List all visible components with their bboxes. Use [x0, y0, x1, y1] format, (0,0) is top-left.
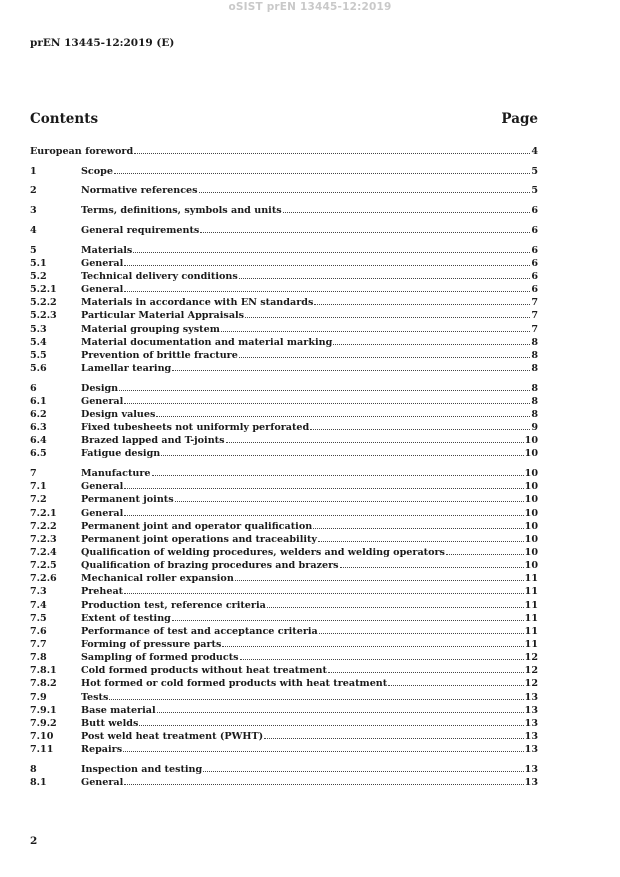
toc-dot-leader — [200, 223, 530, 233]
toc-entry-number: 7.6 — [30, 625, 47, 637]
toc-dot-leader — [446, 545, 524, 555]
toc-entry-title: Particular Material Appraisals — [81, 310, 245, 322]
toc-entry[interactable] — [30, 282, 538, 295]
toc-entry[interactable] — [30, 223, 538, 236]
toc-dot-leader — [124, 775, 523, 785]
toc-dot-leader — [114, 164, 530, 174]
toc-entry-title: Lamellar tearing — [81, 362, 172, 374]
toc-entry-title: Fatigue design — [81, 448, 161, 460]
toc-entry-page: 8 — [531, 382, 538, 394]
toc-entry-title: Fixed tubesheets not uniformly perforated — [81, 422, 310, 434]
toc-entry-page: 12 — [524, 652, 538, 664]
toc-dot-leader — [124, 256, 530, 266]
toc-entry-page: 7 — [531, 323, 538, 335]
toc-dot-leader — [333, 335, 530, 345]
toc-dot-leader — [134, 144, 530, 154]
toc-entry-title: Materials in accordance with EN standards — [81, 297, 314, 309]
toc-entry-title: Preheat — [81, 586, 124, 598]
toc-entry-number: 7.2.4 — [30, 546, 57, 558]
toc-entry-number: 8 — [30, 763, 37, 775]
toc-dot-leader — [139, 716, 523, 726]
toc-entry[interactable] — [30, 243, 538, 256]
toc-entry-number: 7.10 — [30, 730, 54, 742]
toc-entry-title: Prevention of brittle fracture — [81, 349, 238, 361]
toc-dot-leader — [172, 611, 524, 621]
toc-entry-number: 5 — [30, 244, 37, 256]
toc-entry[interactable] — [30, 506, 538, 519]
document-id: prEN 13445-12:2019 (E) — [30, 37, 175, 49]
toc-entry-number: 6.3 — [30, 422, 47, 434]
toc-entry-title: Sampling of formed products — [81, 652, 239, 664]
toc-entry-page: 13 — [524, 691, 538, 703]
toc-entry-page: 4 — [531, 146, 538, 157]
toc-dot-leader — [123, 742, 524, 752]
toc-entry[interactable] — [30, 571, 538, 584]
toc-entry-title: Qualification of welding procedures, welders and welding operators — [81, 546, 445, 558]
toc-dot-leader — [199, 183, 531, 193]
toc-dot-leader — [235, 571, 524, 581]
toc-entry-number: 5.2.1 — [30, 284, 57, 296]
toc-entry-page: 10 — [524, 546, 538, 558]
toc-entry-number: 5.5 — [30, 349, 47, 361]
toc-entry-number: 7.2.1 — [30, 507, 57, 519]
toc-entry-page: 12 — [524, 665, 538, 677]
toc-entry[interactable] — [30, 433, 538, 446]
toc-entry-title: Manufacture — [81, 468, 151, 480]
toc-entry-page: 6 — [531, 270, 538, 282]
toc-dot-leader — [175, 492, 524, 502]
contents-heading — [30, 111, 538, 127]
toc-dot-leader — [314, 295, 530, 305]
toc-entry-title: Hot formed or cold formed products with heat treatment — [81, 678, 388, 690]
toc-entry[interactable] — [30, 775, 538, 788]
toc-entry-number: 7.8 — [30, 652, 47, 664]
toc-dot-leader — [240, 650, 524, 660]
toc-entry[interactable] — [30, 144, 538, 157]
toc-entry-title: Terms, definitions, symbols and units — [81, 205, 282, 217]
toc-entry[interactable] — [30, 322, 538, 335]
toc-dot-leader — [318, 532, 524, 542]
toc-entry[interactable] — [30, 269, 538, 282]
toc-entry-page: 10 — [524, 435, 538, 447]
toc-entry[interactable] — [30, 446, 538, 459]
toc-entry-page: 13 — [524, 744, 538, 756]
toc-entry-number: 5.3 — [30, 323, 47, 335]
toc-entry-title: Design values — [81, 408, 156, 420]
toc-entry-page: 11 — [524, 599, 538, 611]
toc-entry[interactable] — [30, 742, 538, 755]
toc-entry-title: Extent of testing — [81, 612, 171, 624]
toc-entry-number: 7.2.5 — [30, 560, 57, 572]
toc-entry-number: 8.1 — [30, 776, 47, 788]
toc-dot-leader — [124, 394, 530, 404]
toc-entry-number: 7.5 — [30, 612, 47, 624]
watermark: oSIST prEN 13445-12:2019 — [228, 1, 392, 13]
toc-dot-leader — [388, 676, 523, 686]
toc-entry-number: 7.1 — [30, 481, 47, 493]
toc-entry-title: Material grouping system — [81, 323, 220, 335]
toc-entry[interactable] — [30, 183, 538, 196]
toc-entry-number: 5.1 — [30, 257, 47, 269]
toc-dot-leader — [283, 203, 531, 213]
toc-entry[interactable] — [30, 558, 538, 571]
toc-entry-page: 6 — [531, 205, 538, 217]
toc-entry-page: 11 — [524, 612, 538, 624]
toc-dot-leader — [222, 637, 523, 647]
toc-entry-page: 10 — [524, 533, 538, 545]
toc-entry[interactable] — [30, 676, 538, 689]
toc-entry[interactable] — [30, 532, 538, 545]
toc-entry[interactable] — [30, 584, 538, 597]
toc-entry-title: General — [81, 507, 124, 519]
toc-entry[interactable] — [30, 407, 538, 420]
toc-dot-leader — [109, 690, 523, 700]
toc-dot-leader — [239, 269, 531, 279]
toc-entry[interactable] — [30, 466, 538, 479]
toc-entry-page: 10 — [524, 481, 538, 493]
toc-dot-leader — [124, 282, 530, 292]
toc-entry-number: 7.3 — [30, 586, 47, 598]
toc-entry-page: 7 — [531, 310, 538, 322]
toc-entry-page: 13 — [524, 717, 538, 729]
toc-entry[interactable] — [30, 492, 538, 505]
toc-entry-title: General requirements — [81, 224, 200, 236]
toc-dot-leader — [203, 762, 523, 772]
toc-entry-page: 6 — [531, 224, 538, 236]
toc-entry[interactable] — [30, 295, 538, 308]
toc-entry[interactable] — [30, 637, 538, 650]
toc-dot-leader — [239, 348, 530, 358]
toc-entry-page: 9 — [531, 422, 538, 434]
toc-entry-number: 1 — [30, 165, 37, 177]
toc-entry-page: 13 — [524, 730, 538, 742]
toc-dot-leader — [172, 361, 530, 371]
toc-entry-title: Normative references — [81, 185, 198, 197]
toc-entry[interactable] — [30, 650, 538, 663]
toc-entry[interactable] — [30, 624, 538, 637]
toc-entry[interactable] — [30, 703, 538, 716]
toc-entry[interactable] — [30, 762, 538, 775]
toc-entry-title: Materials — [81, 244, 133, 256]
toc-entry-page: 11 — [524, 586, 538, 598]
toc-entry-title: Tests — [81, 691, 109, 703]
toc-dot-leader — [313, 519, 523, 529]
toc-entry-page: 8 — [531, 395, 538, 407]
toc-entry-page: 6 — [531, 257, 538, 269]
toc-dot-leader — [119, 381, 530, 391]
toc-entry-title: Butt welds — [81, 717, 139, 729]
toc-dot-leader — [157, 703, 524, 713]
toc-entry-page: 11 — [524, 573, 538, 585]
toc-entry-title: Brazed lapped and T-joints — [81, 435, 225, 447]
toc-entry[interactable] — [30, 164, 538, 177]
toc-entry-page: 8 — [531, 349, 538, 361]
toc-entry[interactable] — [30, 690, 538, 703]
table-of-contents — [30, 144, 538, 788]
toc-entry-number: 7.7 — [30, 638, 47, 650]
toc-entry-number: 7.4 — [30, 599, 47, 611]
toc-entry-page: 13 — [524, 776, 538, 788]
toc-entry-title: Base material — [81, 704, 156, 716]
toc-entry-number: 5.4 — [30, 336, 47, 348]
toc-entry-page: 5 — [531, 165, 538, 177]
toc-entry[interactable] — [30, 420, 538, 433]
toc-entry-page: 10 — [524, 507, 538, 519]
toc-dot-leader — [124, 479, 523, 489]
toc-entry-number: 5.2.3 — [30, 310, 57, 322]
toc-entry-title: Performance of test and acceptance criteria — [81, 625, 318, 637]
toc-entry-title: General — [81, 481, 124, 493]
toc-entry-number: 5.2 — [30, 270, 47, 282]
toc-entry-number: 7.11 — [30, 744, 54, 756]
contents-title: Contents — [30, 111, 99, 127]
toc-entry-number: 7.9 — [30, 691, 47, 703]
toc-dot-leader — [124, 584, 524, 594]
toc-entry-page: 10 — [524, 468, 538, 480]
toc-entry-title: Repairs — [81, 744, 123, 756]
toc-entry-page: 8 — [531, 362, 538, 374]
toc-dot-leader — [328, 663, 524, 673]
toc-entry-number: 6.1 — [30, 395, 47, 407]
toc-entry[interactable] — [30, 381, 538, 394]
toc-entry[interactable] — [30, 361, 538, 374]
toc-entry-title: Permanent joint operations and traceability — [81, 533, 317, 545]
toc-entry-number: 7.9.1 — [30, 704, 57, 716]
toc-entry-page: 10 — [524, 560, 538, 572]
toc-entry-number: 3 — [30, 205, 37, 217]
toc-entry-number: 6.5 — [30, 448, 47, 460]
toc-entry-page: 13 — [524, 704, 538, 716]
toc-entry-number: 7.9.2 — [30, 717, 57, 729]
toc-entry-title: Cold formed products without heat treatment — [81, 665, 327, 677]
toc-entry-page: 8 — [531, 336, 538, 348]
toc-entry-title: Technical delivery conditions — [81, 270, 238, 282]
toc-entry-number: 7 — [30, 468, 37, 480]
toc-entry[interactable] — [30, 729, 538, 742]
toc-entry[interactable] — [30, 203, 538, 216]
toc-entry[interactable] — [30, 348, 538, 361]
toc-entry-title: Post weld heat treatment (PWHT) — [81, 730, 264, 742]
toc-entry-title: General — [81, 284, 124, 296]
toc-entry[interactable] — [30, 598, 538, 611]
toc-entry-number: 2 — [30, 185, 37, 197]
toc-entry-number: 7.2 — [30, 494, 47, 506]
toc-entry-page: 12 — [524, 678, 538, 690]
toc-entry[interactable] — [30, 545, 538, 558]
toc-dot-leader — [226, 433, 524, 443]
toc-entry-page: 11 — [524, 638, 538, 650]
toc-entry-number: 4 — [30, 224, 37, 236]
toc-dot-leader — [319, 624, 524, 634]
toc-entry-title: General — [81, 395, 124, 407]
toc-dot-leader — [152, 466, 524, 476]
toc-dot-leader — [221, 322, 530, 332]
toc-entry-page: 11 — [524, 625, 538, 637]
toc-entry-page: 6 — [531, 284, 538, 296]
toc-entry-title: Permanent joint and operator qualification — [81, 520, 313, 532]
toc-entry-page: 10 — [524, 520, 538, 532]
toc-entry-number: 5.2.2 — [30, 297, 57, 309]
toc-entry-page: 8 — [531, 408, 538, 420]
toc-entry-title: Scope — [81, 165, 113, 177]
toc-entry-number: 6 — [30, 382, 37, 394]
page-column-label: Page — [501, 111, 538, 127]
toc-entry[interactable] — [30, 394, 538, 407]
toc-entry-page: 10 — [524, 448, 538, 460]
toc-entry[interactable] — [30, 308, 538, 321]
toc-dot-leader — [245, 308, 530, 318]
toc-entry-number: 5.6 — [30, 362, 47, 374]
toc-entry[interactable] — [30, 519, 538, 532]
toc-entry-title: Design — [81, 382, 119, 394]
toc-entry[interactable] — [30, 663, 538, 676]
toc-entry[interactable] — [30, 256, 538, 269]
toc-entry[interactable] — [30, 335, 538, 348]
toc-entry-number: 6.4 — [30, 435, 47, 447]
toc-entry-number: 7.8.2 — [30, 678, 57, 690]
toc-dot-leader — [267, 598, 524, 608]
toc-dot-leader — [133, 243, 530, 253]
toc-entry-title: European foreword — [30, 146, 134, 157]
toc-entry[interactable] — [30, 479, 538, 492]
toc-dot-leader — [264, 729, 523, 739]
toc-entry-page: 10 — [524, 494, 538, 506]
toc-entry-number: 7.2.3 — [30, 533, 57, 545]
toc-entry-page: 13 — [524, 763, 538, 775]
toc-entry-title: Permanent joints — [81, 494, 174, 506]
toc-entry-title: Qualification of brazing procedures and brazers — [81, 560, 339, 572]
toc-dot-leader — [156, 407, 530, 417]
toc-dot-leader — [340, 558, 524, 568]
page-number: 2 — [30, 835, 38, 847]
toc-entry-title: General — [81, 257, 124, 269]
toc-entry-title: General — [81, 776, 124, 788]
toc-entry-number: 7.8.1 — [30, 665, 57, 677]
toc-entry-title: Forming of pressure parts — [81, 638, 222, 650]
toc-dot-leader — [310, 420, 530, 430]
toc-entry-page: 5 — [531, 185, 538, 197]
toc-entry-page: 7 — [531, 297, 538, 309]
toc-entry[interactable] — [30, 611, 538, 624]
toc-entry-title: Mechanical roller expansion — [81, 573, 234, 585]
toc-entry-page: 6 — [531, 244, 538, 256]
toc-entry[interactable] — [30, 716, 538, 729]
toc-entry-number: 6.2 — [30, 408, 47, 420]
toc-dot-leader — [124, 506, 523, 516]
toc-entry-number: 7.2.2 — [30, 520, 57, 532]
toc-entry-title: Production test, reference criteria — [81, 599, 266, 611]
toc-entry-title: Material documentation and material marking — [81, 336, 333, 348]
toc-entry-number: 7.2.6 — [30, 573, 57, 585]
toc-entry-title: Inspection and testing — [81, 763, 203, 775]
toc-dot-leader — [161, 446, 523, 456]
